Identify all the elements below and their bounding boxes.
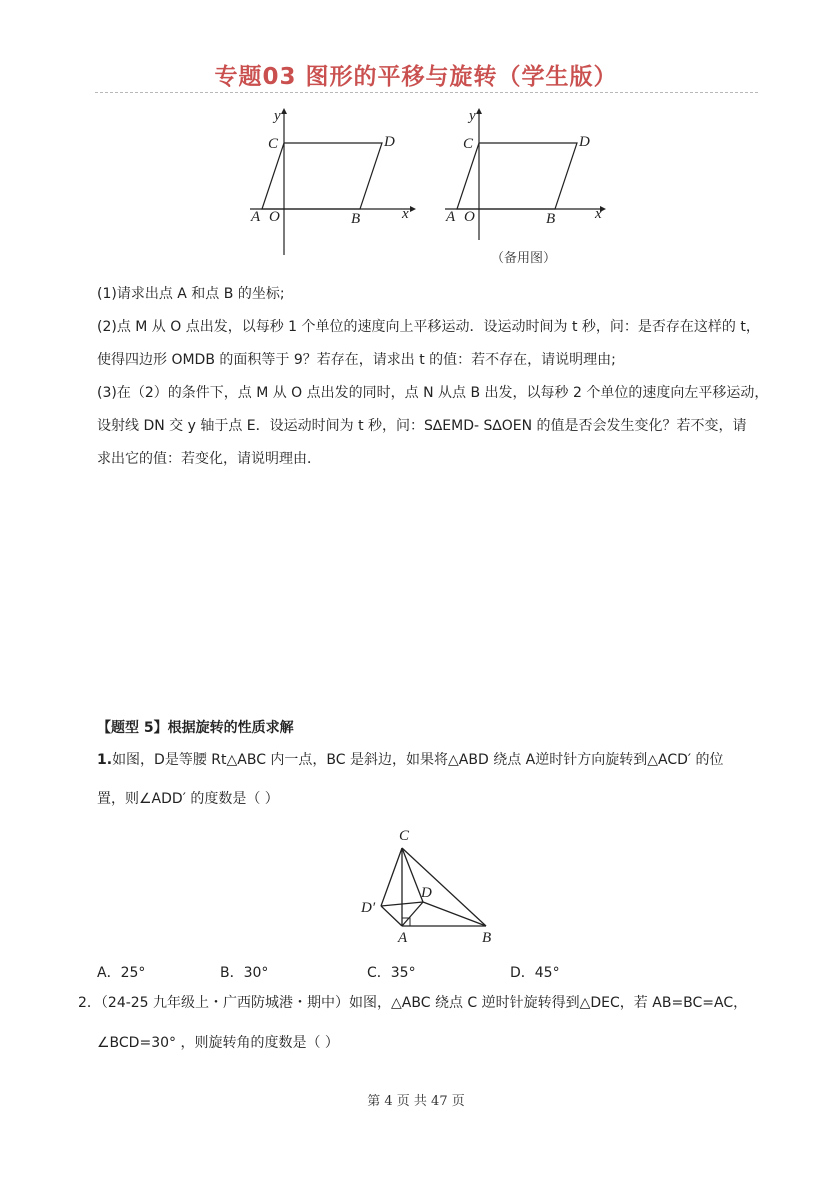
label-A: A xyxy=(398,930,408,946)
label-C: C xyxy=(463,136,474,152)
segment-CB xyxy=(402,848,486,926)
question-2-line-2: ∠BCD=30° ，则旋转角的度数是（ ） xyxy=(97,1035,339,1051)
label-B: B xyxy=(351,211,361,227)
label-x: x xyxy=(595,206,602,222)
label-B: B xyxy=(546,211,556,227)
x-axis-arrow xyxy=(410,206,416,212)
problem-part-1: (1)请求出点 A 和点 B 的坐标; xyxy=(97,286,285,302)
label-D: D xyxy=(384,134,395,150)
problem-part-2a: (2)点 M 从 O 点出发，以每秒 1 个单位的速度向上平移运动．设运动时间为 t 秒，问：是否存在这样的 t， xyxy=(97,319,760,335)
question-1-line-1 xyxy=(97,750,724,770)
y-axis-arrow xyxy=(476,108,482,114)
y-axis-arrow xyxy=(281,108,287,114)
choice-c: C．35° xyxy=(367,965,416,981)
segment-CD xyxy=(402,848,423,902)
title-divider xyxy=(95,92,758,93)
label-A: A xyxy=(251,209,261,225)
label-D: D xyxy=(579,134,590,150)
choice-d: D．45° xyxy=(510,965,560,981)
coordinate-figure-backup xyxy=(435,100,615,270)
label-O: O xyxy=(269,209,280,225)
segment-DB xyxy=(423,902,486,926)
label-C: C xyxy=(268,136,279,152)
parallelogram xyxy=(457,143,577,209)
segment-DpA xyxy=(381,906,402,926)
label-y: y xyxy=(274,108,281,124)
question-1-text: 如图，D是等腰 Rt△ABC 内一点，BC 是斜边，如果将△ABD 绕点 A逆时针方向旋转到△ACD′ 的位 xyxy=(112,752,724,768)
label-D-prime: D′ xyxy=(361,900,376,916)
page-title: 专题03 图形的平移与旋转（学生版） xyxy=(214,64,618,90)
label-B: B xyxy=(482,930,492,946)
problem-part-3a: (3)在（2）的条件下，点 M 从 O 点出发的同时，点 N 从点 B 出发，以每秒 2 个单位的速度向左平移运动， xyxy=(97,385,769,401)
section-heading: 【题型 5】根据旋转的性质求解 xyxy=(97,720,294,736)
question-1-line-2: 置，则∠ADD′ 的度数是（ ） xyxy=(97,791,279,807)
label-D: D xyxy=(421,885,432,901)
problem-part-3b: 设射线 DN 交 y 轴于点 E．设运动时间为 t 秒，问：S∆EMD- S∆OEN 的值是否会发生变化？若不变，请 xyxy=(97,418,747,434)
figure-caption: （备用图） xyxy=(491,251,557,266)
parallelogram xyxy=(262,143,382,209)
label-C: C xyxy=(399,828,410,844)
problem-part-3c: 求出它的值：若变化，请说明理由． xyxy=(97,451,321,467)
label-y: y xyxy=(469,108,476,124)
page-number: 第 4 页 共 47 页 xyxy=(367,1094,465,1109)
segment-CDp xyxy=(381,848,402,906)
rotation-figure xyxy=(355,822,505,947)
question-1-number: 1. xyxy=(97,752,113,768)
problem-part-2b: 使得四边形 OMDB 的面积等于 9？若存在，请求出 t 的值：若不存在，请说明理由; xyxy=(97,352,616,368)
question-2-line-1: 2．（24-25 九年级上・广西防城港・期中）如图，△ABC 绕点 C 逆时针旋转得到△DEC，若 AB=BC=AC， xyxy=(78,995,748,1011)
label-A: A xyxy=(446,209,456,225)
choice-a: A．25° xyxy=(97,965,146,981)
segment-AD xyxy=(402,902,423,926)
label-x: x xyxy=(402,206,409,222)
coordinate-figure-main xyxy=(240,100,420,260)
label-O: O xyxy=(464,209,475,225)
choice-b: B．30° xyxy=(220,965,269,981)
